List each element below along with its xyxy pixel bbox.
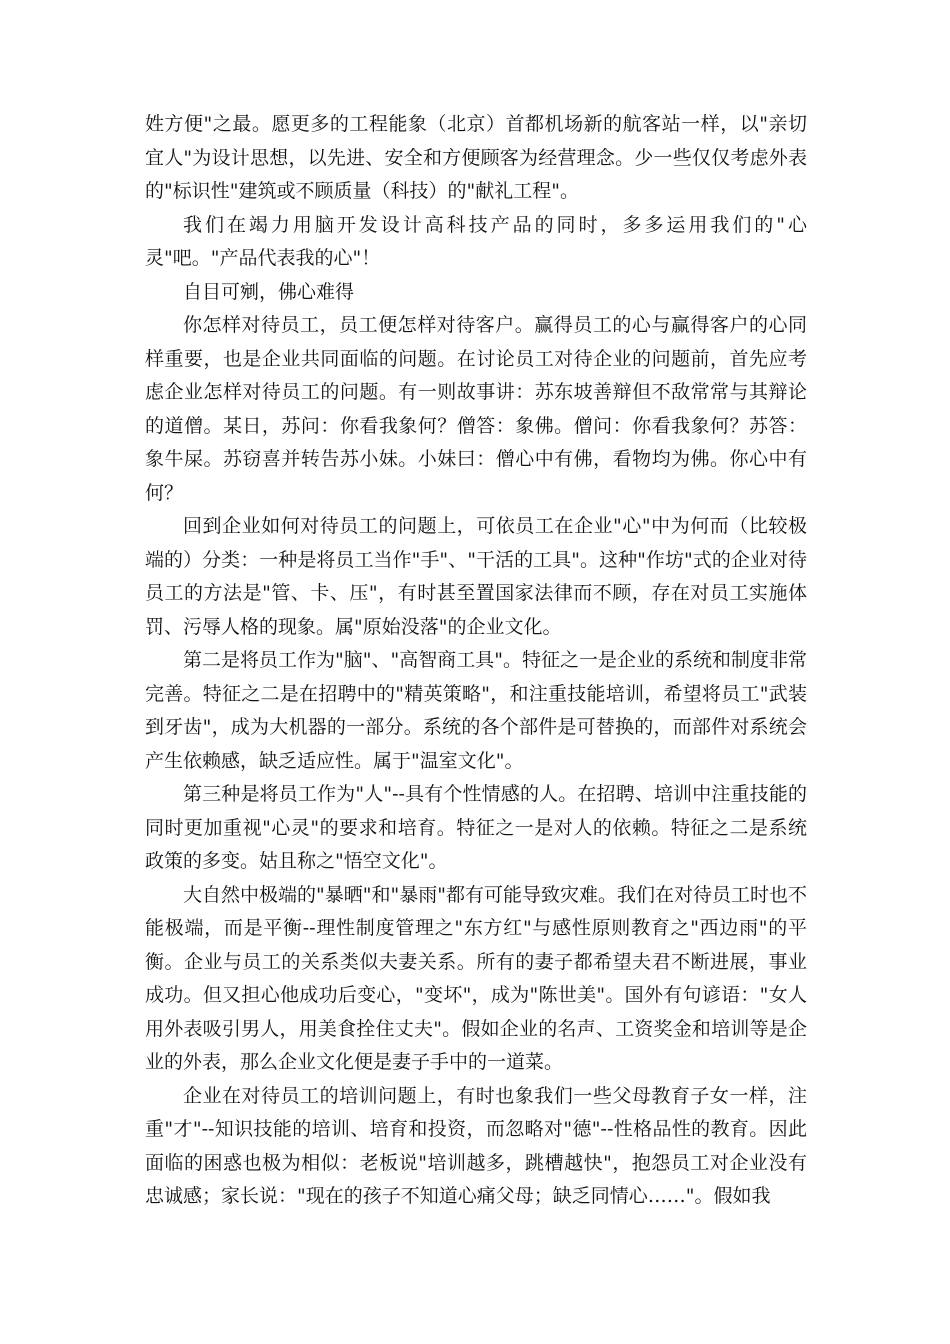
- paragraph-8: 企业在对待员工的培训问题上，有时也象我们一些父母教育子女一样，注重"才"--知识技能的培训、培育和投资，而忽略对"德"--性格品性的教育。因此面临的困惑也极为相似：老板说"培训越多，跳槽越快"，抱怨员工对企业没有忠诚感；家长说："现在的孩子不知道心痛父母；缺乏同情心……"。假如我: [145, 1084, 807, 1207]
- section-heading: 自目可剜，佛心难得: [183, 280, 355, 303]
- paragraph-3: 你怎样对待员工，员工便怎样对待客户。赢得员工的心与赢得客户的心同样重要，也是企业共同面临的问题。在讨论员工对待企业的问题前，首先应考虑企业怎样对待员工的问题。有一则故事讲：苏东坡善辩但不敌常常与其辩论的道僧。某日，苏问：你看我象何？僧答：象佛。僧问：你看我象何？苏答：象牛屎。苏窃喜并转告苏小妹。小妹曰：僧心中有佛，看物均为佛。你心中有何？: [145, 314, 807, 504]
- paragraph-5: 第二是将员工作为"脑"、"高智商工具"。特征之一是企业的系统和制度非常完善。特征之二是在招聘中的"精英策略"，和注重技能培训，希望将员工"武装到牙齿"，成为大机器的一部分。系统的各个部件是可替换的，而部件对系统会产生依赖感，缺乏适应性。属于"温室文化"。: [145, 649, 807, 772]
- paragraph-6: 第三种是将员工作为"人"--具有个性情感的人。在招聘、培训中注重技能的同时更加重视"心灵"的要求和培育。特征之一是对人的依赖。特征之二是系统政策的多变。姑且称之"悟空文化"。: [145, 783, 807, 872]
- paragraph-2: 我们在竭力用脑开发设计高科技产品的同时，多多运用我们的"心灵"吧。"产品代表我的心"！: [145, 213, 807, 269]
- paragraph-1: 姓方便"之最。愿更多的工程能象（北京）首都机场新的航客站一样，以"亲切宜人"为设计思想，以先进、安全和方便顾客为经营理念。少一些仅仅考虑外表的"标识性"建筑或不顾质量（科技）的"献礼工程"。: [145, 113, 807, 202]
- document-body: [145, 108, 807, 1214]
- paragraph-7: 大自然中极端的"暴晒"和"暴雨"都有可能导致灾难。我们在对待员工时也不能极端，而是平衡--理性制度管理之"东方红"与感性原则教育之"西边雨"的平衡。企业与员工的关系类似夫妻关系。所有的妻子都希望夫君不断进展，事业成功。但又担心他成功后变心，"变坏"，成为"陈世美"。国外有句谚语："女人用外表吸引男人，用美食拴住丈夫"。假如企业的名声、工资奖金和培训等是企业的外表，那么企业文化便是妻子手中的一道菜。: [145, 883, 807, 1073]
- paragraph-4: 回到企业如何对待员工的问题上，可依员工在企业"心"中为何而（比较极端的）分类：一种是将员工当作"手"、"干活的工具"。这种"作坊"式的企业对待员工的方法是"管、卡、压"，有时甚至置国家法律而不顾，存在对员工实施体罚、污辱人格的现象。属"原始没落"的企业文化。: [145, 515, 807, 638]
